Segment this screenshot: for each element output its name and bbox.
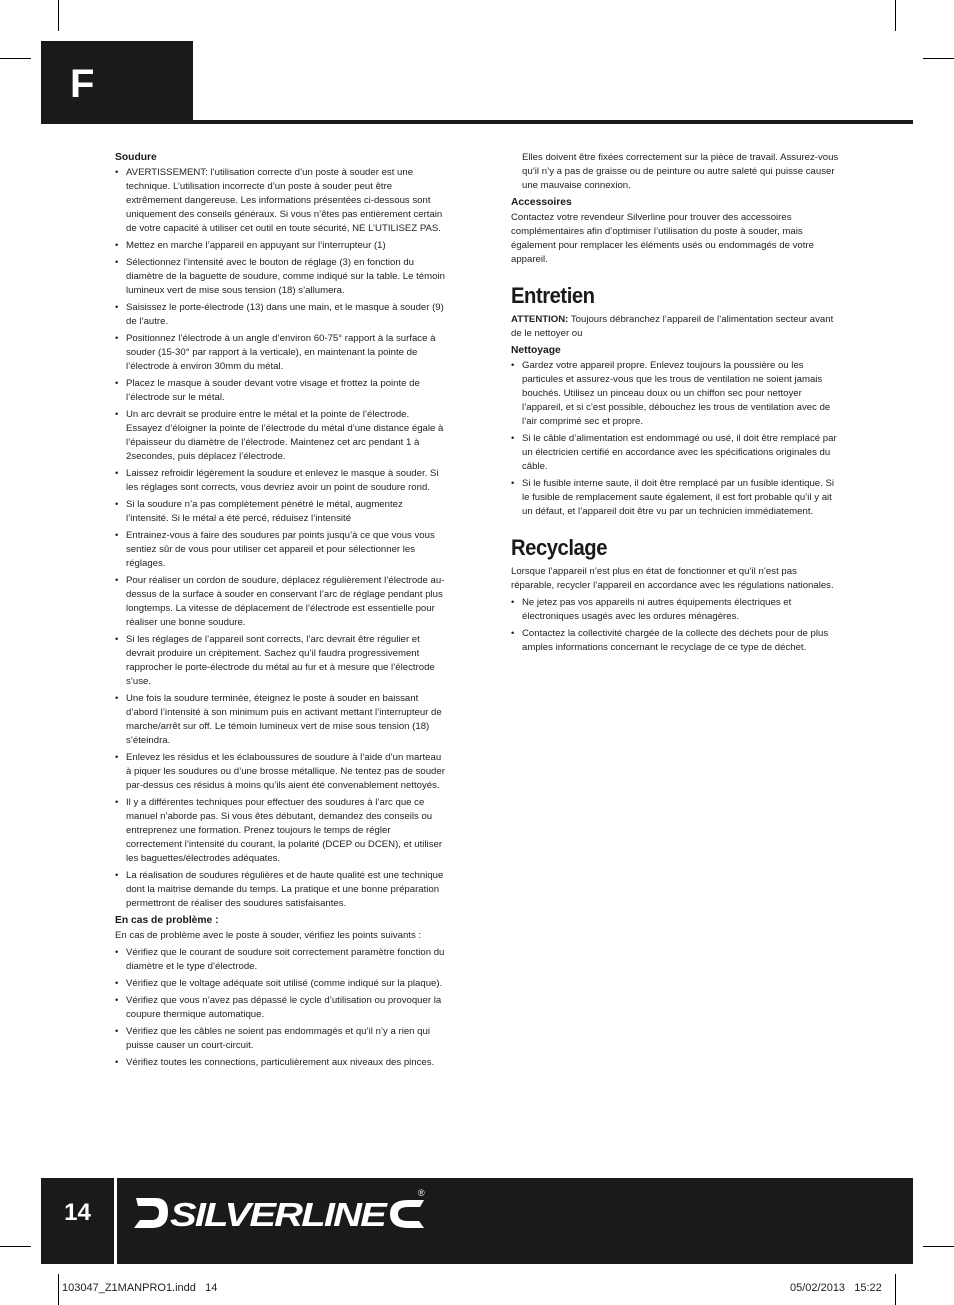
continuation-text: Elles doivent être fixées correctement sur la pièce de travail. Assurez-vous qu’il n’y a pas de graisse ou de peinture ou autre saleté qui puisse causer une mauvaise connexion. — [522, 152, 839, 191]
recyclage-heading: Recyclage — [511, 535, 608, 560]
nettoyage-heading: Nettoyage — [511, 345, 561, 356]
nettoyage-list — [511, 359, 841, 519]
header-rule — [41, 120, 913, 124]
date-slug: 05/02/2013 15:22 — [790, 1282, 882, 1294]
language-tab — [41, 41, 193, 122]
crop-mark — [923, 1246, 954, 1247]
list-item: • Une fois la soudure terminée, éteignez le poste à souder en baissant d’abord l’intensité à son minimum puis en activant mettant l’interrupteur de marche/arrêt sur off. Le témoin lumineux vert de mise sous tension (18) s’éteindra. — [115, 692, 445, 748]
probleme-heading: En cas de problème : — [115, 915, 219, 926]
list-item: • Contactez la collectivité chargée de la collecte des déchets pour de plus amples informations concernant le recyclage de ce type de déchet. — [511, 627, 841, 655]
right-column — [511, 151, 841, 658]
list-item: • Ne jetez pas vos appareils ni autres équipements électriques et électroniques usagés avec les ordures ménagères. — [511, 596, 841, 624]
list-item: • Vérifiez que les câbles ne soient pas endommagés et qu’il n’y a rien qui puisse causer un court-circuit. — [115, 1025, 445, 1053]
list-item: • Sélectionnez l’intensité avec le bouton de réglage (3) en fonction du diamètre de la baguette de soudure, comme indiqué sur la table. Le témoin lumineux vert de mise sous tension (18) s’allumera. — [115, 256, 445, 298]
list-item: • Vérifiez que le voltage adéquate soit utilisé (comme indiqué sur la plaque). — [115, 977, 445, 991]
crop-mark — [0, 58, 31, 59]
accessoires-text: Contactez votre revendeur Silverline pour trouver des accessoires complémentaires afin d’optimiser l’utilisation du poste à souder, mais également pour remplacer les éléments usés ou endommagés de votre appareil. — [511, 212, 814, 265]
attention-text: Toujours débranchez l’appareil de l’alimentation secteur avant de le nettoyer ou — [511, 314, 834, 339]
attention-label: ATTENTION: — [511, 314, 569, 325]
list-item: • Entrainez-vous à faire des soudures par points jusqu’à ce que vous vous sentiez sûr de vous pour utiliser cet appareil et pour sélectionner les réglages. — [115, 529, 445, 571]
crop-mark — [0, 1246, 31, 1247]
soudure-heading: Soudure — [115, 152, 157, 163]
probleme-list — [115, 946, 445, 1070]
list-item: • Vérifiez que vous n’avez pas dépassé le cycle d’utilisation ou provoquer la coupure thermique automatique. — [115, 994, 445, 1022]
list-item: • AVERTISSEMENT: l’utilisation correcte d’un poste à souder est une technique. L’utilisation incorrecte d’un poste à souder peut être extrêmement dangereuse. Les informations présentées ci-dessous sont uniquement des conseils généraux. Si vous n’êtes pas entièrement certain de votre capacité à utiliser cet outil en toute sécurité, NE L’UTILISEZ PAS. — [115, 166, 445, 236]
silverline-logo — [132, 1186, 432, 1236]
left-column — [115, 151, 445, 1073]
language-letter: F — [70, 62, 95, 106]
list-item: • Si la soudure n’a pas complètement pénétré le métal, augmentez l’intensité. Si le métal a été percé, réduisez l’intensité — [115, 498, 445, 526]
list-item: • Il y a différentes techniques pour effectuer des soudures à l’arc que ce manuel n’aborde pas. Si vous êtes débutant, demandez des conseils ou entreprenez une formation. Prenez toujours le temps de régler correctement l’intensité du courant, la polarité (DCEP ou DCEN), et utiliser les baguettes/électrodes adéquates. — [115, 796, 445, 866]
soudure-list — [115, 166, 445, 911]
list-item: • Gardez votre appareil propre. Enlevez toujours la poussière ou les particules et assurez-vous que les trous de ventilation ne soient jamais bouchés. Utilisez un pinceau doux ou un chiffon sec pour nettoyer l’appareil, et si c’est possible, débouchez les trous de ventilation avec de l’air comprimé sec et propre. — [511, 359, 841, 429]
list-item: • Si les réglages de l’appareil sont corrects, l’arc devrait être régulier et devrait produire un crépitement. Sachez qu’il faudra progressivement rapprocher le porte-électrode du métal au fur et à mesure que l’électrode s’use. — [115, 633, 445, 689]
wrench-jaw-icon — [390, 1200, 424, 1228]
crop-mark — [895, 1274, 896, 1305]
list-item: • Enlevez les résidus et les éclaboussures de soudure à l’aide d’un marteau à piquer les soudures ou d’une brosse métallique. Ne tentez pas de souder par-dessus ces résidus à moins qu’ils aient été convenablement nettoyés. — [115, 751, 445, 793]
list-item: • Un arc devrait se produire entre le métal et la pointe de l’électrode. Essayez d’éloigner la pointe de l’électrode du métal d’une distance égale à l’épaisseur du diamètre de l’électrode. Maintenez cet arc pendant 1 à 2secondes, puis déplacez l’électrode. — [115, 408, 445, 464]
registered-mark: ® — [418, 1188, 425, 1198]
list-item: • Si le fusible interne saute, il doit être remplacé par un fusible identique. Si le fusible de remplacement saute également, il est fort probable qu’il y ait un défaut, et l’appareil doit être vu par un technicien immédiatement. — [511, 477, 841, 519]
crop-mark — [923, 58, 954, 59]
list-item: • Laissez refroidir légèrement la soudure et enlevez le masque à souder. Si les réglages sont corrects, vous devriez avoir un point de soudure rond. — [115, 467, 445, 495]
list-item: • Placez le masque à souder devant votre visage et frottez la pointe de l’électrode sur le métal. — [115, 377, 445, 405]
list-item: • Pour réaliser un cordon de soudure, déplacez régulièrement l’électrode au-dessus de la surface à souder en conservant l’arc de réglage pendant plus longtemps. La vitesse de déplacement de l’électrode est essentielle pour réaliser une bonne soudure. — [115, 574, 445, 630]
crop-mark — [895, 0, 896, 31]
list-item: • Positionnez l’électrode à un angle d’environ 60-75° rapport à la surface à souder (15-30° par rapport à la verticale), en maintenant la pointe de l’électrode à environ 30mm du métal. — [115, 332, 445, 374]
crop-mark — [58, 0, 59, 31]
brand-wordmark: SILVERLINE — [170, 1196, 389, 1233]
list-item: • Vérifiez toutes les connections, particulièrement aux niveaux des pinces. — [115, 1056, 445, 1070]
crop-mark — [58, 1274, 59, 1305]
list-item: • La réalisation de soudures régulières et de haute qualité est une technique dont la maitrise demande du temps. La pratique et une bonne préparation permettront de réaliser des soudures satisfaisantes. — [115, 869, 445, 911]
page-number: 14 — [64, 1199, 91, 1226]
list-item: • Vérifiez que le courant de soudure soit correctement paramètre fonction du diamètre et le type d’électrode. — [115, 946, 445, 974]
accessoires-heading: Accessoires — [511, 197, 572, 208]
file-slug: 103047_Z1MANPRO1.indd 14 — [62, 1282, 218, 1294]
list-item: • Mettez en marche l’appareil en appuyant sur l’interrupteur (1) — [115, 239, 445, 253]
list-item: • Si le câble d’alimentation est endommagé ou usé, il doit être remplacé par un électricien certifié en accordance avec les spécifications originales du câble. — [511, 432, 841, 474]
wrench-jaw-icon — [134, 1198, 168, 1228]
footer-divider — [114, 1178, 117, 1264]
probleme-intro: En cas de problème avec le poste à souder, vérifiez les points suivants : — [115, 930, 422, 941]
recyclage-list — [511, 596, 841, 655]
attention-note — [511, 313, 841, 341]
entretien-heading: Entretien — [511, 283, 595, 308]
recyclage-intro: Lorsque l’appareil n’est plus en état de fonctionner et qu’il n’est pas réparable, recycler l’appareil en accordance avec les régulations nationales. — [511, 566, 834, 591]
list-item: • Saisissez le porte-électrode (13) dans une main, et le masque à souder (9) de l’autre. — [115, 301, 445, 329]
